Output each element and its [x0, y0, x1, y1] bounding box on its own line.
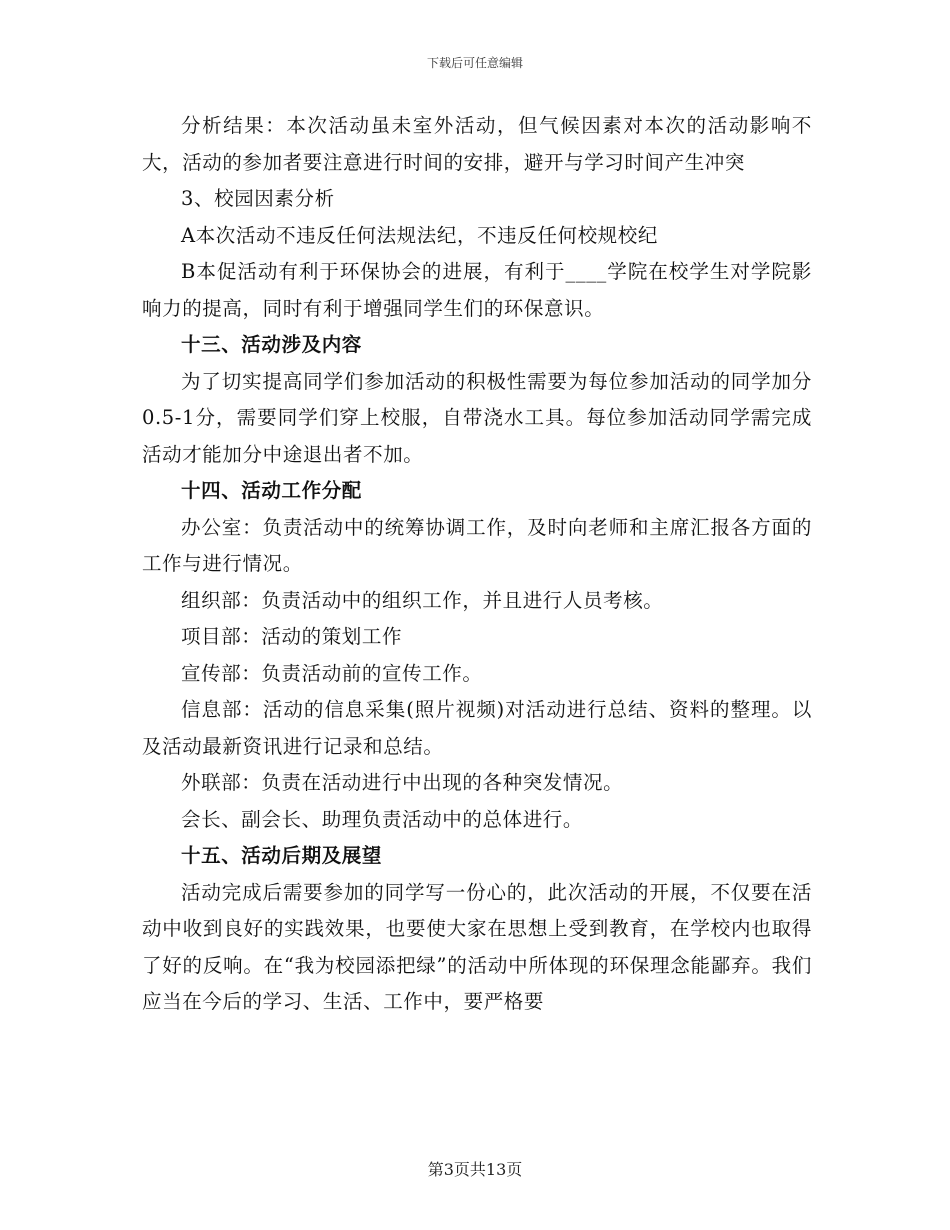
page-header: 下载后可任意编辑	[426, 56, 523, 70]
section-heading: 十三、活动涉及内容	[181, 333, 362, 356]
paragraph: 项目部：活动的策划工作	[181, 625, 403, 648]
page-number: 第3页共13页	[427, 1160, 523, 1179]
paragraph: 会长、副会长、助理负责活动中的总体进行。	[181, 807, 584, 831]
paragraph: 活动完成后需要参加的同学写一份心的，此次活动的开展，不仅要在活动中收到良好的实践效果，也要使大家在思想上受到教育，在学校内也取得了好的反响。在“我为校园添把绿”的活动中所体现的环保理念能鄙弃。我们应当在今后的学习、生活、工作中，要严格要	[142, 880, 812, 1013]
document-body	[142, 108, 812, 1021]
paragraph: 办公室：负责活动中的统筹协调工作，及时向老师和主席汇报各方面的工作与进行情况。	[142, 515, 812, 575]
paragraph: B本促活动有利于环保协会的进展，有利于____学院在校学生对学院影响力的提高，同时有利于增强同学生们的环保意识。	[142, 260, 812, 320]
paragraph: 为了切实提高同学们参加活动的积极性需要为每位参加活动的同学加分0.5-1分，需要同学们穿上校服，自带浇水工具。每位参加活动同学需完成活动才能加分中途退出者不加。	[142, 369, 812, 466]
paragraph: 3、校园因素分析	[181, 187, 335, 210]
paragraph: 外联部：负责在活动进行中出现的各种突发情况。	[181, 771, 624, 794]
paragraph: 信息部：活动的信息采集(照片视频)对活动进行总结、资料的整理。以及活动最新资讯进行记录和总结。	[142, 698, 812, 758]
paragraph: 分析结果：本次活动虽未室外活动，但气候因素对本次的活动影响不大，活动的参加者要注意进行时间的安排，避开与学习时间产生冲突	[142, 114, 812, 174]
section-heading: 十五、活动后期及展望	[181, 844, 383, 867]
paragraph: 组织部：负责活动中的组织工作，并且进行人员考核。	[181, 588, 664, 612]
paragraph: A本次活动不违反任何法规法纪，不违反任何校规校纪	[181, 223, 658, 247]
paragraph: 宣传部：负责活动前的宣传工作。	[181, 661, 483, 685]
section-heading: 十四、活动工作分配	[181, 479, 362, 502]
